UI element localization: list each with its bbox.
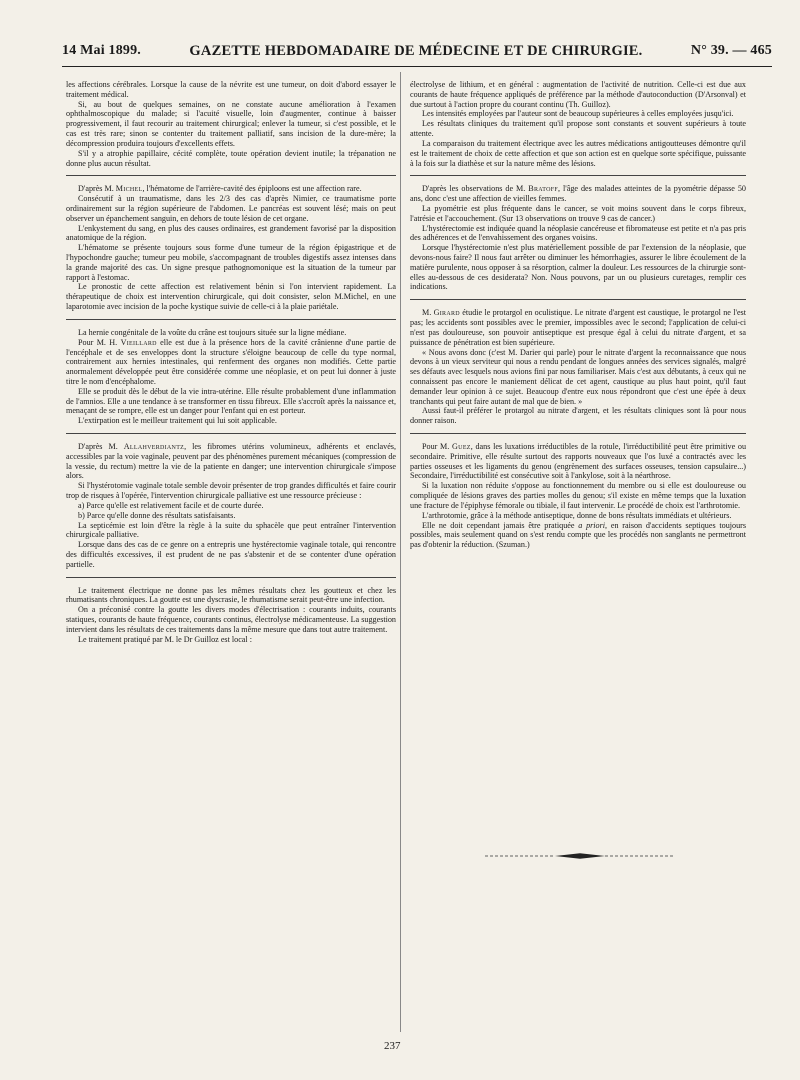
paragraph: Pour M. Guez, dans les luxations irréductibles de la rotule, l'irréductibilité peut être primitive ou secondaire. Primitive, elle résulte surtout des rapports nouveaux que l'os luxé a contractés avec les parties osseuses et les ligaments du genou (engrènement des surfaces osseuses, tension capsulaire...) Secondaire, l'irréductibilité est consécutive soit à l'ankylose, soit à la néarthrose. — [410, 442, 747, 481]
paragraph: L'enkystement du sang, en plus des causes ordinaires, est grandement favorisé par la disposition anatomique de la région. — [66, 223, 396, 243]
paragraph: L'hématome se présente toujours sous forme d'une tumeur de la région épigastrique et de l'hypochondre gauche; tumeur peu mobile, s'accompagnant de troubles digestifs assez intenses dans la grande majorité des cas. Un signe presque pathognomonique est la situation de la tumeur par rapport à l'estomac. — [66, 243, 396, 282]
paragraph: D'après M. Michel, l'hématome de l'arrière-cavité des épiploons est une affection rare. — [78, 184, 362, 194]
issue-page-number: N° 39. — 465 — [690, 43, 772, 58]
paragraph: M. Girard étudie le protargol en oculistique. Le nitrate d'argent est caustique, le protargol ne l'est pas; les accidents sont possibles avec le premier, impossibles avec le second; l'application de celui-ci n'est pas douloureuse, son pouvoir antiseptique est presque égal à celui du nitrate d'argent, et sa puissance de pénétration est bien supérieure. — [410, 308, 746, 347]
list-item: a) Parce qu'elle est relativement facile et de courte durée. — [78, 500, 264, 510]
paragraph: La septicémie est loin d'être la règle à la suite du sphacèle que peut entraîner l'intervention chirurgicale palliative. — [66, 520, 396, 540]
end-ornament-icon — [485, 852, 675, 860]
author-name: Vieillard — [120, 337, 157, 347]
paragraph: Elle ne doit cependant jamais être pratiquée a priori, en raison d'accidents septiques toujours possibles, mais seulement quand on s'est rendu compte que les procédés non sanglants ne permettront pas d'obtenir la réduction. (Szuman.) — [410, 520, 747, 550]
paragraph: électrolyse de lithium, et en général : augmentation de l'activité de nutrition. Celle-ci est due aux courants de haute fréquence appliqués de préférence par la méthode d'autoconduction (D'Arsonval) et due surtout à l'action propre du courant continu (Th. Guilloz). — [410, 80, 746, 109]
paragraph: Les résultats cliniques du traitement qu'il propose sont constants et souvent supérieurs à toute attente. — [410, 119, 746, 139]
section-rule — [66, 433, 396, 434]
paragraph: Consécutif à un traumatisme, dans les 2/3 des cas d'après Nimier, ce traumatisme porte ordinairement sur la région supérieure de l'abdomen. Le pancréas est souvent lésé; mais on peut observer un épanchement sanguin, en dehors de toute lésion de cet organe. — [66, 194, 396, 223]
paragraph: Pour M. H. Vieillard elle est due à la présence hors de la cavité crânienne d'une partie de l'encéphale et de ses enveloppes dont la structure s'éloigne beaucoup de celle du type normal, contrairement aux hernies intestinales, qui renferment des organes non modifiés. Cette partie anormalement développée peut être considérée comme une néoplasie, et on peut lui donner à juste titre le nom d'encéphalome. — [66, 337, 396, 386]
paragraph: D'après M. Allahverdiantz, les fibromes utérins volumineux, adhérents et enclavés, accessibles par la voie vaginale, peuvent par des phénomènes purement mécaniques (compression de la vessie, du rectum) mettre la vie de la patiente en danger; une intervention chirurgicale s'impose alors. — [66, 442, 396, 481]
paragraph: L'extirpation est le meilleur traitement qui lui soit applicable. — [78, 416, 277, 426]
paragraph: Lorsque l'hystérectomie n'est plus matériellement possible de par l'extension de la néoplasie, que devons-nous faire? Il nous faut arrêter ou diminuer les hémorrhagies, assurer le libre écoulement de la matière purulente, nous opposer à sa résorption, calmer la douleur. Les ressources de la chirurgie sont-elles au-dessous de ces desiderata? Non. Nous pouvons, par un ou plusieurs curetages, remplir ces indications. — [410, 243, 746, 292]
journal-title: GAZETTE HEBDOMADAIRE DE MÉDECINE ET DE CHIRURGIE. — [189, 42, 643, 59]
paragraph: D'après les observations de M. Bratoff, l'âge des malades atteintes de la pyométrie dépasse 50 ans, donc c'est une affection de vieilles femmes. — [410, 184, 746, 204]
section-rule — [66, 577, 396, 578]
running-header — [62, 36, 772, 67]
paragraph: Elle se produit dès le début de la vie intra-utérine. Elle résulte probablement d'une inflammation de l'amnios. Elle a une tendance à se transformer en tissu fibreux. Elle s'accroît après la naissance et, menaçant de se rompre, elle est un danger pour l'enfant qui en est porteur. — [66, 386, 396, 416]
paragraph: Le traitement pratiqué par M. le Dr Guilloz est local : — [78, 634, 252, 644]
header-date: 14 Mai 1899. — [62, 43, 142, 58]
paragraph: L'arthrotomie, grâce à la méthode antiseptique, donne de bons résultats immédiats et ultérieurs. — [422, 510, 732, 520]
left-column — [66, 80, 396, 644]
section-rule — [410, 175, 746, 176]
list-item: b) Parce qu'elle donne des résultats satisfaisants. — [78, 510, 236, 520]
author-name: Allahverdiantz — [123, 442, 185, 451]
paragraph: S'il y a atrophie papillaire, cécité complète, toute opération devient inutile; la trépanation ne donne plus aucun résultat. — [66, 148, 396, 168]
paragraph: La comparaison du traitement électrique avec les autres médications antigoutteuses démontre qu'il est le traitement de choix de cette affection et que son action est en quelque sorte spécifique, puissante à la fois sur la diathèse et sur la nature même des lésions. — [410, 138, 746, 168]
paragraph: On a préconisé contre la goutte les divers modes d'électrisation : courants induits, courants statiques, courants de haute fréquence, courants continus, électrolyse médicamenteuse. La suggestion intervient dans les résultats de ces traitements dans la même mesure que dans tout autre traitement. — [66, 605, 396, 634]
emphasis: a priori — [578, 520, 606, 530]
section-rule — [66, 319, 396, 320]
column-divider — [400, 72, 401, 1032]
author-name: Michel — [115, 184, 143, 194]
folio-number: 237 — [384, 1040, 401, 1052]
right-column — [410, 80, 746, 550]
paragraph: La pyométrie est plus fréquente dans le cancer, se voit moins souvent dans le corps fibreux, l'atrésie et l'accouchement. (Sur 13 observations on trouve 9 cas de cancer.) — [410, 203, 746, 223]
section-rule — [66, 175, 396, 176]
paragraph: Les intensités employées par l'auteur sont de beaucoup supérieures à celles employées jusqu'ici. — [422, 109, 734, 119]
section-rule — [410, 299, 746, 300]
paragraph: Lorsque dans des cas de ce genre on a entrepris une hystérectomie vaginale totale, qui rencontre des difficultés excessives, il est prudent de ne pas s'abstenir et de se contenter d'une opération partielle. — [66, 540, 396, 569]
paragraph: Le pronostic de cette affection est relativement bénin si l'on intervient rapidement. La thérapeutique de choix est intervention chirurgicale, qui doit consister, selon M.Michel, en une laparotomie avec incision de la poche kystique suivie de celle-ci à la plaie pariétale. — [66, 282, 396, 312]
section-rule — [410, 433, 746, 434]
paragraph: La hernie congénitale de la voûte du crâne est toujours située sur la ligne médiane. — [78, 327, 347, 337]
paragraph: Si la luxation non réduite s'oppose au fonctionnement du membre ou si elle est douloureuse ou compliquée de lésions graves des parties molles du genou; s'il existe en même temps que la luxation une fracture de l'épiphyse fémorale ou tibiale, il faut intervenir. Le procédé de choix est l'arthrotomie. — [410, 481, 746, 510]
paragraph: Le traitement électrique ne donne pas les mêmes résultats chez les goutteux et chez les rhumatisants chroniques. La goutte est une dyscrasie, le rhumatisme serait peut-être une infection. — [66, 585, 396, 605]
author-name: Girard — [433, 308, 460, 318]
author-name: Guez — [452, 442, 471, 451]
author-name: Bratoff — [528, 184, 559, 194]
paragraph: les affections cérébrales. Lorsque la cause de la névrite est une tumeur, on doit d'abord essayer le traitement médical. — [66, 80, 396, 99]
paragraph: Si l'hystérotomie vaginale totale semble devoir présenter de trop grandes difficultés et faire courir trop de risques à l'opérée, l'intervention chirurgicale palliative est une ressource précieuse : — [66, 481, 396, 501]
paragraph: Si, au bout de quelques semaines, on ne constate aucune amélioration à l'examen ophthalmoscopique du malade; si l'acuité visuelle, loin d'augmenter, continue à baisser progressivement, il faut recourir au traitement chirurgical; enlever la tumeur, si c'est possible, et le cas est très rare; sinon se contenter du traitement palliatif, sans incision de la dure-mère; la décompression produira toujours d'excellents effets. — [66, 99, 396, 148]
paragraph: L'hystérectomie est indiquée quand la néoplasie cancéreuse et fibromateuse est petite et n'a pas pris des adhérences et de l'envahissement des organes voisins. — [410, 223, 746, 243]
paragraph: Aussi faut-il préférer le protargol au nitrate d'argent, et les résultats cliniques sont là pour nous donner raison. — [410, 406, 746, 426]
paragraph: « Nous avons donc (c'est M. Darier qui parle) pour le nitrate d'argent la reconnaissance que nous devons à un vieux serviteur qui nous a rendu pendant de longues années des services signalés, malgré ses défauts avec lesquels nous avions fini par nous familiariser. Mais c'est aux débutants, à ceux qui ne connaissent pas encore le maniement délicat de cet agent, caustique au plus haut point, qu'il faut demander leur opinion à ce sujet. Beaucoup d'entre eux nous répondront que c'est une épée à deux tranchants qui peut faire autant de mal que de bien. » — [410, 347, 746, 406]
